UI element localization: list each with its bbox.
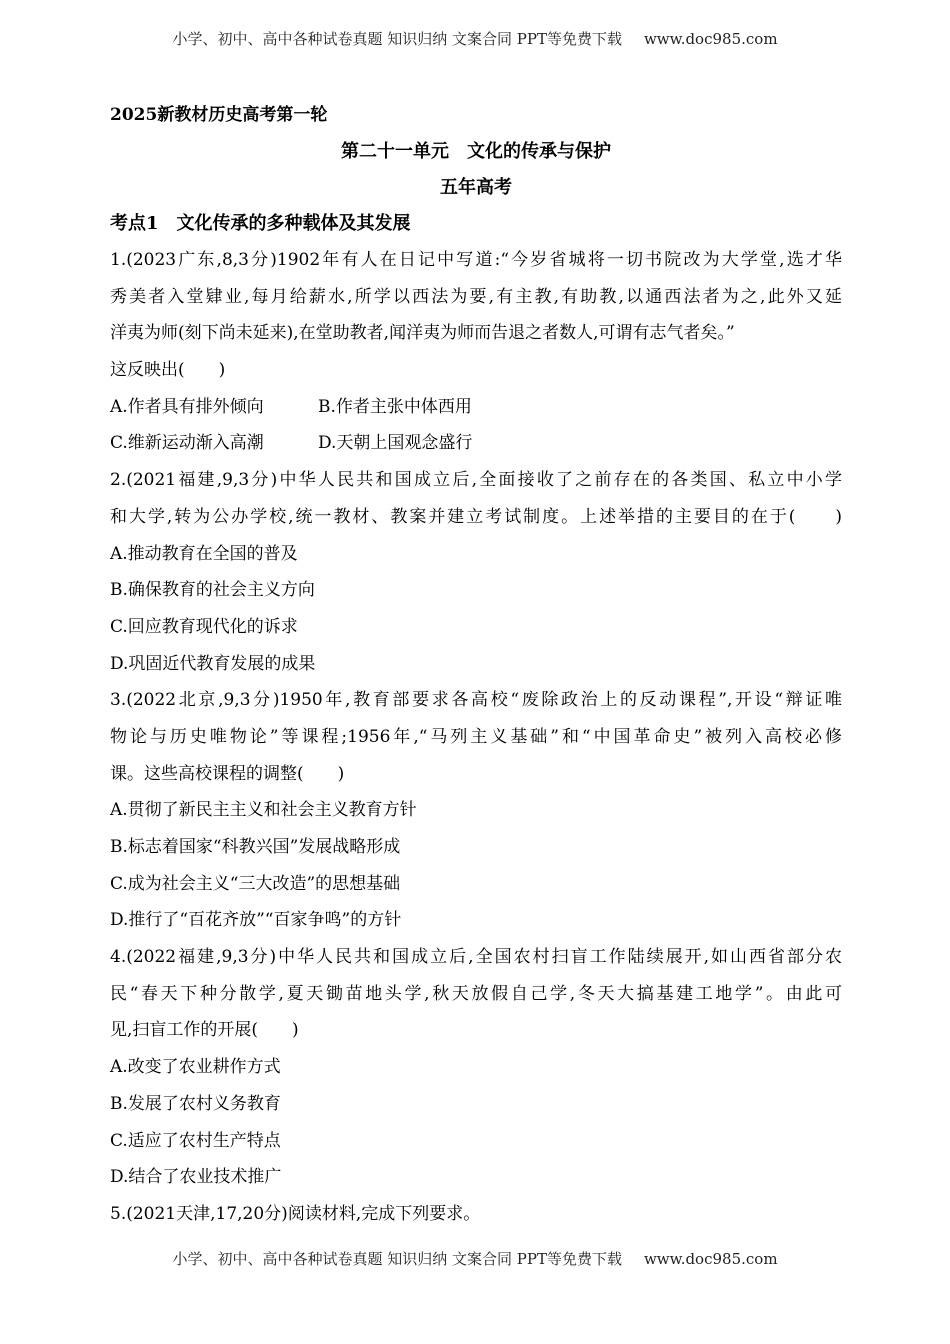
option-a[interactable]: A.贯彻了新民主主义和社会主义教育方针 (110, 800, 417, 821)
document-body (110, 96, 842, 1233)
footer-site-link[interactable]: www.doc985.com (643, 1250, 778, 1268)
question-stem-line: 见,扫盲工作的开展( ) (110, 1020, 299, 1041)
question-4 (110, 939, 842, 1196)
header-site-link[interactable]: www.doc985.com (643, 30, 778, 48)
question-stem-line: 5.(2021天津,17,20分)阅读材料,完成下列要求。 (110, 1203, 481, 1224)
option-c[interactable]: C.成为社会主义“三大改造”的思想基础 (110, 873, 401, 894)
question-stem-line: 1.(2023广东,8,3分)1902年有人在日记中写道:“今岁省城将一切书院改为大学堂,选才华 (110, 250, 842, 270)
question-stem-line: 洋夷为师(刻下尚未延来),在堂助教者,闻洋夷为师而告退之者数人,可谓有志气者矣。” (110, 323, 735, 344)
kaodian-heading: 考点1 文化传承的多种载体及其发展 (110, 213, 411, 234)
page-footer (0, 1248, 950, 1269)
question-stem-line: 课。这些高校课程的调整( ) (110, 763, 345, 784)
option-d[interactable]: D.推行了“百花齐放”“百家争鸣”的方针 (110, 910, 402, 931)
question-stem-line: 3.(2022北京,9,3分)1950年,教育部要求各高校“废除政治上的反动课程”,开设“辩证唯 (110, 690, 842, 711)
question-stem-line: 这反映出( ) (110, 360, 226, 381)
option-c[interactable]: C.维新运动渐入高潮 (110, 433, 264, 454)
option-b[interactable]: B.标志着国家“科教兴国”发展战略形成 (110, 837, 401, 857)
footer-text: 小学、初中、高中各种试卷真题 知识归纳 文案合同 PPT等免费下载 (172, 1250, 622, 1268)
option-d[interactable]: D.天朝上国观念盛行 (318, 433, 473, 454)
question-stem-line: 2.(2021福建,9,3分)中华人民共和国成立后,全面接收了之前存在的各类国、私立中小学 (110, 470, 842, 491)
option-b[interactable]: B.作者主张中体西用 (318, 396, 472, 417)
option-c[interactable]: C.适应了农村生产特点 (110, 1130, 281, 1151)
question-stem-line: 民“春天下种分散学,夏天锄苗地头学,秋天放假自己学,冬天大搞基建工地学”。由此可 (110, 983, 842, 1004)
option-a[interactable]: A.作者具有排外倾向 (110, 396, 264, 417)
question-5 (110, 1196, 842, 1233)
option-d[interactable]: D.巩固近代教育发展的成果 (110, 653, 316, 674)
option-b[interactable]: B.确保教育的社会主义方向 (110, 580, 315, 601)
section-title: 五年高考 (440, 177, 512, 198)
option-b[interactable]: B.发展了农村义务教育 (110, 1093, 281, 1114)
header-text: 小学、初中、高中各种试卷真题 知识归纳 文案合同 PPT等免费下载 (172, 30, 622, 48)
question-stem-line: 物论与历史唯物论”等课程;1956年,“马列主义基础”和“中国革命史”被列入高校必修 (110, 726, 842, 747)
option-d[interactable]: D.结合了农业技术推广 (110, 1167, 282, 1188)
question-stem-line: 和大学,转为公办学校,统一教材、教案并建立考试制度。上述举措的主要目的在于( ) (110, 506, 842, 527)
page-header (0, 28, 950, 49)
option-a[interactable]: A.推动教育在全国的普及 (110, 543, 298, 564)
unit-title: 第二十一单元 文化的传承与保护 (341, 141, 611, 162)
question-3 (110, 682, 842, 939)
option-row (110, 389, 842, 426)
document-subtitle: 2025新教材历史高考第一轮 (110, 105, 328, 125)
option-c[interactable]: C.回应教育现代化的诉求 (110, 616, 298, 637)
question-2 (110, 462, 842, 682)
option-a[interactable]: A.改变了农业耕作方式 (110, 1057, 281, 1078)
question-stem-line: 4.(2022福建,9,3分)中华人民共和国成立后,全国农村扫盲工作陆续展开,如山西省部分农 (110, 947, 842, 968)
question-1 (110, 242, 842, 462)
option-row (110, 425, 842, 462)
question-stem-line: 秀美者入堂肄业,每月给薪水,所学以西法为要,有主教,有助教,以通西法者为之,此外又延 (110, 286, 842, 307)
